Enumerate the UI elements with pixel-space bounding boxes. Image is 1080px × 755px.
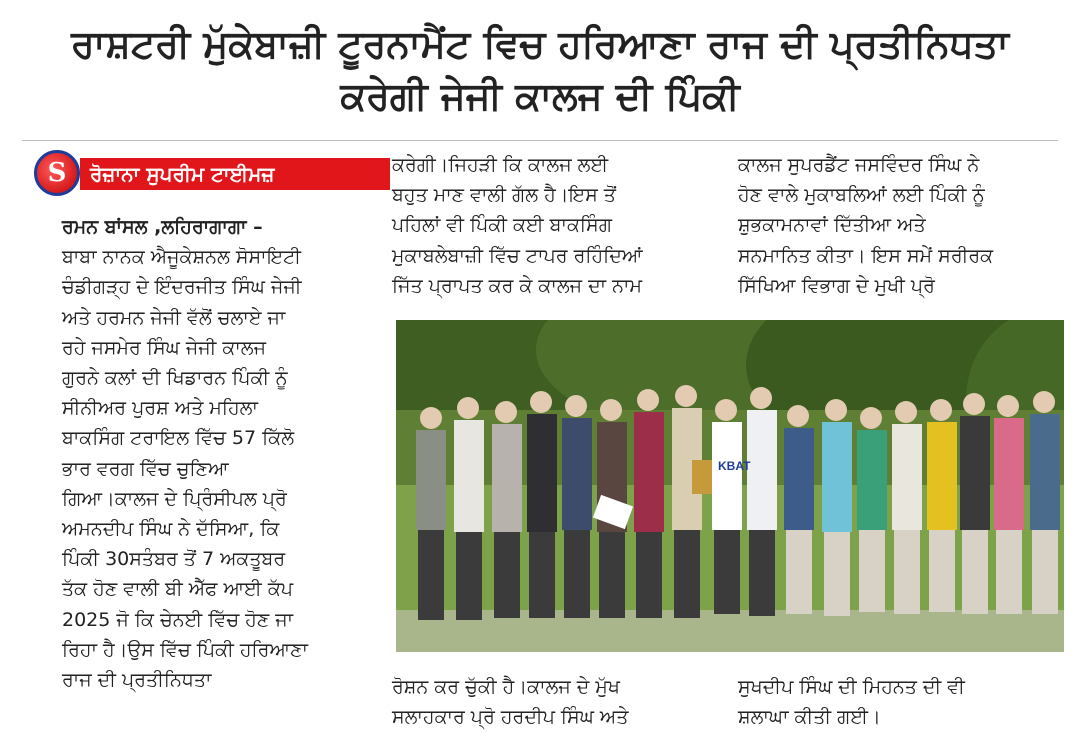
text-line: ਮੁਕਾਬਲੇਬਾਜ਼ੀ ਵਿੱਚ ਟਾਪਰ ਰਹਿੰਦਿਆਂ — [392, 244, 643, 267]
article-column-3-top — [738, 150, 1054, 301]
text-line: ਅਤੇ ਹਰਮਨ ਜੇਜੀ ਵੱਲੋਂ ਚਲਾਏ ਜਾ — [62, 306, 286, 329]
text-line: ਬਹੁਤ ਮਾਣ ਵਾਲੀ ਗੱਲ ਹੈ।ਇਸ ਤੋਂ — [392, 184, 616, 207]
text-line: ਪਹਿਲਾਂ ਵੀ ਪਿੰਕੀ ਕਈ ਬਾਕਸਿੰਗ — [392, 214, 612, 237]
text-line: ਪਿੰਕੀ 30ਸਤੰਬਰ ਤੋਂ 7 ਅਕਤੂਬਰ — [62, 548, 286, 571]
text-line: ਸੀਨੀਅਰ ਪੁਰਸ਼ ਅਤੇ ਮਹਿਲਾ — [62, 397, 258, 420]
divider — [22, 140, 1058, 141]
masthead — [28, 150, 368, 198]
text-line: ਰਹੇ ਜਸਮੇਰ ਸਿੰਘ ਜੇਜੀ ਕਾਲਜ — [62, 336, 267, 359]
text-line: ਹੋਣ ਵਾਲੇ ਮੁਕਾਬਲਿਆਂ ਲਈ ਪਿੰਕੀ ਨੂੰ — [738, 184, 985, 207]
headline-line-1: ਰਾਸ਼ਟਰੀ ਮੁੱਕੇਬਾਜ਼ੀ ਟੂਰਨਾਮੈਂਟ ਵਿਚ ਹਰਿਆਣਾ ਰਾਜ ਦੀ ਪ੍ਰਤੀਨਿਧਤਾ — [71, 22, 1009, 66]
text-line: ਕਰੇਗੀ।ਜਿਹੜੀ ਕਿ ਕਾਲਜ ਲਈ — [392, 154, 609, 176]
text-line: 2025 ਜੋ ਕਿ ਚੇਨਈ ਵਿੱਚ ਹੋਣ ਜਾ — [62, 608, 294, 631]
headline-line-2: ਕਰੇਗੀ ਜੇਜੀ ਕਾਲਜ ਦੀ ਪਿੰਕੀ — [340, 74, 740, 118]
text-line: ਸ਼ੁਭਕਾਮਨਾਵਾਂ ਦਿੱਤੀਆ ਅਤੇ — [738, 214, 926, 237]
text-line: ਕਾਲਜ ਸੁਪਰਡੈਂਟ ਜਸਵਿੰਦਰ ਸਿੰਘ ਨੇ — [738, 154, 980, 176]
group-photo — [396, 320, 1064, 652]
text-line: ਤੱਕ ਹੋਣ ਵਾਲੀ ਬੀ ਐੱਫ ਆਈ ਕੱਪ — [62, 578, 294, 601]
article-column-3-bottom — [738, 672, 1054, 732]
article-column-1 — [62, 212, 362, 695]
group-photo-illustration — [396, 320, 1064, 652]
text-line: ਬਾਕਸਿੰਗ ਟਰਾਇਲ ਵਿੱਚ 57 ਕਿੱਲੋ — [62, 427, 295, 450]
text-line: ਸਿੱਖਿਆ ਵਿਭਾਗ ਦੇ ਮੁਖੀ ਪ੍ਰੋ — [738, 274, 935, 297]
article-column-2-top — [392, 150, 708, 301]
text-line: ਗੁਰਨੇ ਕਲਾਂ ਦੀ ਖਿਡਾਰਨ ਪਿੰਕੀ ਨੂੰ — [62, 367, 288, 390]
text-line: ਸ਼ਲਾਘਾ ਕੀਤੀ ਗਈ। — [738, 706, 881, 729]
text-line: ਅਮਨਦੀਪ ਸਿੰਘ ਨੇ ਦੱਸਿਆ, ਕਿ — [62, 518, 280, 541]
newspaper-name-banner: ਰੋਜ਼ਾਨਾ ਸੁਪਰੀਮ ਟਾਈਮਜ਼ — [80, 158, 390, 190]
text-line: ਸਲਾਹਕਾਰ ਪ੍ਰੋ ਹਰਦੀਪ ਸਿੰਘ ਅਤੇ — [392, 706, 629, 729]
trophy-icon — [692, 460, 712, 494]
headline — [0, 18, 1080, 122]
text-line: ਜਿੱਤ ਪ੍ਰਾਪਤ ਕਰ ਕੇ ਕਾਲਜ ਦਾ ਨਾਮ — [392, 274, 642, 297]
byline: ਰਮਨ ਬਾਂਸਲ ,ਲਹਿਰਾਗਾਗਾ – — [62, 216, 263, 238]
text-line: ਗਿਆ।ਕਾਲਜ ਦੇ ਪ੍ਰਿੰਸੀਪਲ ਪ੍ਰੋ — [62, 487, 287, 510]
article-column-2-bottom — [392, 672, 708, 732]
text-line: ਭਾਰ ਵਰਗ ਵਿੱਚ ਚੁਣਿਆ — [62, 457, 229, 480]
text-line: ਰੋਸ਼ਨ ਕਰ ਚੁੱਕੀ ਹੈ।ਕਾਲਜ ਦੇ ਮੁੱਖ — [392, 676, 620, 698]
text-line: ਸਨਮਾਨਿਤ ਕੀਤਾ। ਇਸ ਸਮੇਂ ਸਰੀਰਕ — [738, 244, 994, 267]
text-line: ਸੁਖਦੀਪ ਸਿੰਘ ਦੀ ਮਿਹਨਤ ਦੀ ਵੀ — [738, 676, 965, 698]
text-line: ਚੰਡੀਗੜ੍ਹ ਦੇ ਇੰਦਰਜੀਤ ਸਿੰਘ ਜੇਜੀ — [62, 276, 302, 299]
jersey-text: KBAT — [718, 459, 751, 473]
newspaper-logo-icon: S — [34, 150, 80, 196]
text-line: ਰਿਹਾ ਹੈ।ਉਸ ਵਿੱਚ ਪਿੰਕੀ ਹਰਿਆਣਾ — [62, 638, 308, 661]
text-line: ਰਾਜ ਦੀ ਪ੍ਰਤੀਨਿਧਤਾ — [62, 669, 212, 692]
text-line: ਬਾਬਾ ਨਾਨਕ ਐਜੂਕੇਸ਼ਨਲ ਸੋਸਾਇਟੀ — [62, 246, 302, 269]
